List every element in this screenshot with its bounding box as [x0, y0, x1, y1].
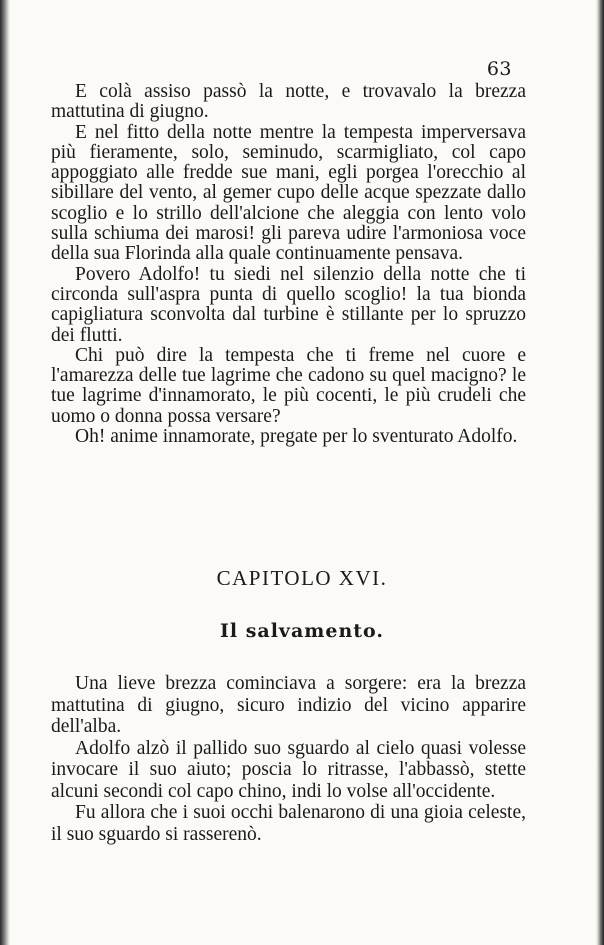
- paragraph: Povero Adolfo! tu siedi nel silenzio della notte che ti circonda sull'aspra punta di quello scoglio! la tua bionda capigliatura sconvolta dal turbine è stillante per lo spruzzo dei flutti.: [51, 263, 526, 346]
- section-title: Il salvamento.: [219, 620, 385, 642]
- paragraph: Oh! anime innamorate, pregate per lo sventurato Adolfo.: [75, 426, 518, 448]
- page-edge-right: [596, 0, 604, 945]
- chapter-title: CAPITOLO XVI.: [216, 566, 388, 590]
- page-number: 63: [486, 58, 512, 80]
- paragraph: E nel fitto della notte mentre la tempesta imperversava più fieramente, solo, seminudo, scarmigliato, col capo appoggiato alle fredde sue mani, egli porgea l'orecchio al sibillare del vento, al gemer cupo delle acque spezzate dallo scoglio e lo strillo dell'alcione che aleggia con lento volo sulla schiuma dei marosi! gli pareva udire l'armoniosa voce della sua Florinda alla quale continuamente pensava.: [51, 121, 526, 265]
- paragraph: E colà assiso passò la notte, e trovavalo la brezza mattutina di giugno.: [51, 81, 526, 123]
- body-text-top: [51, 82, 526, 447]
- paragraph: Una lieve brezza cominciava a sorgere: era la brezza mattutina di giugno, sicuro indizio del vicino apparire dell'alba.: [51, 673, 526, 737]
- paragraph: Adolfo alzò il pallido suo sguardo al cielo quasi volesse invocare il suo aiuto; poscia lo ritrasse, l'abbassò, stette alcuni secondi col capo chino, indi lo volse all'occidente.: [51, 737, 526, 802]
- paragraph: Chi può dire la tempesta che ti freme nel cuore e l'amarezza delle tue lagrime che cadono su quel macigno? le tue lagrime d'innamorato, le più cocenti, le più crudeli che uomo o donna possa versare?: [51, 344, 526, 427]
- paragraph: Fu allora che i suoi occhi balenarono di una gioia celeste, il suo sguardo si rasserenò.: [51, 802, 526, 845]
- body-text-bottom: [51, 673, 526, 845]
- page-edge-left: [0, 0, 10, 945]
